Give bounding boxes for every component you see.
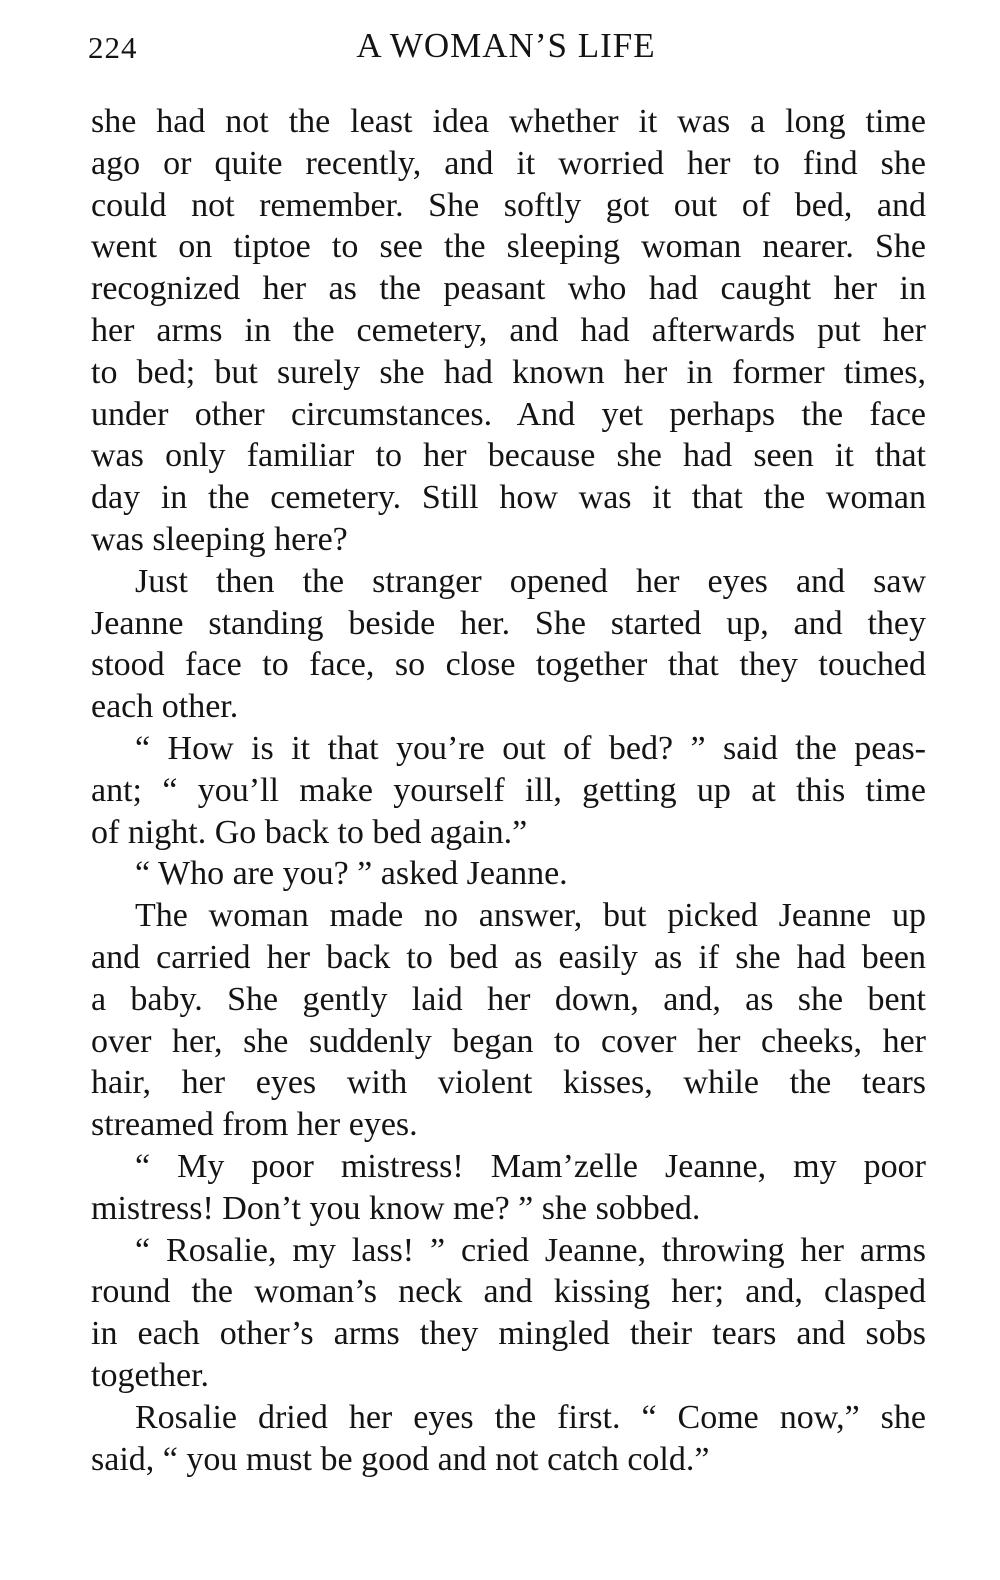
- text-line: mistress! Don’t you know me? ” she sobbed.: [91, 1189, 701, 1227]
- text-line: “ Who are you? ” asked Jeanne.: [135, 855, 568, 893]
- text-line: together.: [91, 1356, 210, 1394]
- text-line: over her, she suddenly began to cover her cheeks, her: [91, 1022, 926, 1060]
- text-line: ago or quite recently, and it worried her to find she: [91, 144, 926, 182]
- text-line: day in the cemetery. Still how was it that the woman: [91, 479, 926, 517]
- text-line: was sleeping here?: [91, 520, 348, 558]
- text-line: went on tiptoe to see the sleeping woman nearer. She: [91, 228, 926, 266]
- text-line: under other circumstances. And yet perhaps the face: [91, 395, 926, 433]
- text-line: The woman made no answer, but picked Jeanne up: [135, 897, 926, 935]
- text-line: streamed from her eyes.: [91, 1106, 418, 1144]
- text-line: recognized her as the peasant who had caught her in: [91, 270, 926, 308]
- page-number: 224: [88, 30, 138, 65]
- text-line: “ How is it that you’re out of bed? ” said the peas-: [135, 729, 926, 767]
- text-line: a baby. She gently laid her down, and, as she bent: [91, 980, 926, 1018]
- text-line: her arms in the cemetery, and had afterwards put her: [91, 311, 926, 349]
- text-line: could not remember. She softly got out of bed, and: [91, 186, 926, 224]
- text-line: and carried her back to bed as easily as if she had been: [91, 938, 926, 976]
- text-line: of night. Go back to bed again.”: [91, 813, 528, 851]
- text-line: to bed; but surely she had known her in former times,: [91, 353, 926, 391]
- body-text: [91, 101, 926, 1480]
- text-line: Rosalie dried her eyes the first. “ Come now,” she: [135, 1398, 926, 1436]
- text-line: Jeanne standing beside her. She started up, and they: [91, 604, 926, 642]
- text-line: “ Rosalie, my lass! ” cried Jeanne, throwing her arms: [135, 1231, 926, 1269]
- text-line: stood face to face, so close together that they touched: [91, 646, 926, 684]
- text-line: each other.: [91, 688, 239, 726]
- running-title: A WOMAN’S LIFE: [356, 26, 656, 65]
- text-line: “ My poor mistress! Mam’zelle Jeanne, my poor: [135, 1147, 926, 1185]
- text-line: she had not the least idea whether it was a long time: [91, 103, 926, 140]
- text-line: round the woman’s neck and kissing her; and, clasped: [91, 1273, 926, 1311]
- page-header: [88, 26, 924, 78]
- text-line: in each other’s arms they mingled their tears and sobs: [91, 1315, 926, 1353]
- text-line: ant; “ you’ll make yourself ill, getting up at this time: [91, 771, 926, 809]
- text-line: Just then the stranger opened her eyes and saw: [135, 562, 926, 600]
- text-line: said, “ you must be good and not catch cold.”: [91, 1440, 710, 1478]
- text-line: was only familiar to her because she had seen it that: [91, 437, 926, 475]
- text-line: hair, her eyes with violent kisses, while the tears: [91, 1064, 926, 1102]
